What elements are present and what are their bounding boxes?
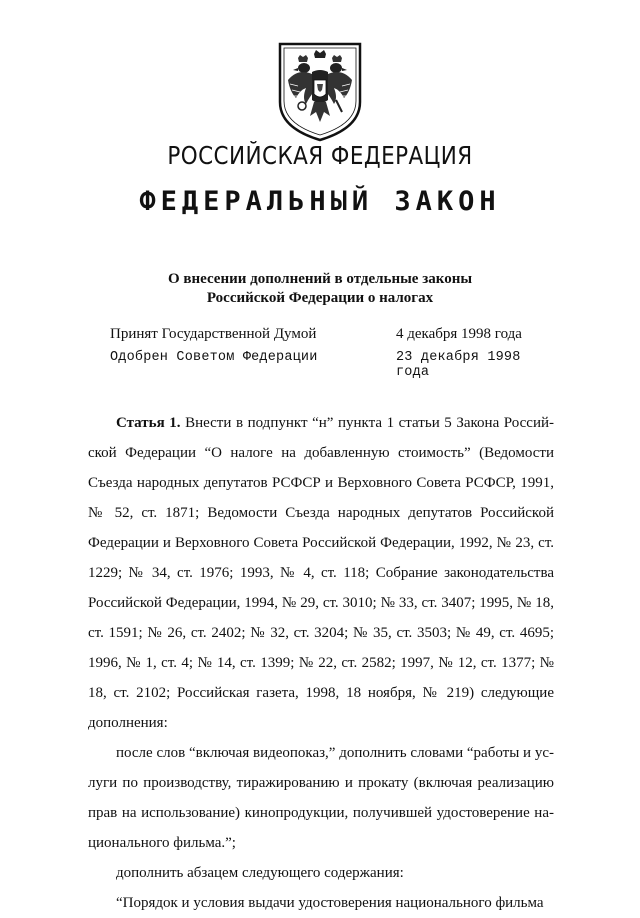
body-paragraph: “Порядок и условия выдачи удостоверения национального фильма — [116, 895, 544, 911]
article-text: Внести в подпункт “н” пункта 1 статьи 5 Закона Российской Федерации “О налоге на добавленную стоимость” (Ведомости Съезда народных депутатов РСФСР и Верховного Совета РСФСР, 1991, № 52, ст. 1871; Ведомости Съезда народных депутатов Российской Федерации и Верховного Совета Российской Федерации, 1992, № 23, ст. 1229; № 34, ст. 1976; 1993, № 4, ст. 118; Собрание законодательства Российской Федерации, 1994, № 29, ст. 3010; № 33, ст. 3407; 1995, № 18, ст. 1591; № 26, ст. 2402; № 32, ст. 3204; № 35, ст. 3503; № 49, ст. 4695; 1996, № 1, ст. 4; № 14, ст. 1399; № 22, ст. 2582; 1997, № 12, ст. 1377; № 18, ст. 2102; Российская газета, 1998, 18 ноября, № 219) следующие дополнения: — [88, 415, 554, 731]
body-paragraph: дополнить абзацем следующего содержания: — [116, 865, 404, 881]
article-label: Статья 1. — [116, 415, 181, 431]
law-title — [0, 270, 640, 308]
approved-date: 23 декабря 1998 года — [396, 350, 521, 380]
body-paragraph: после слов “включая видеопоказ,” дополнить словами “работы и услуги по производству, тиражированию и прокату (включая реализацию прав на использование) кинопродукции, получившей удостоверение национального фильма.”; — [88, 745, 554, 851]
law-title-line-1: О внесении дополнений в отдельные законы — [167, 271, 473, 287]
adopted-date: 4 декабря 1998 года — [396, 326, 522, 342]
law-body — [88, 408, 554, 918]
country-heading: РОССИЙСКАЯ ФЕДЕРАЦИЯ — [167, 141, 473, 170]
law-title-line-2: Российской Федерации о налогах — [206, 290, 434, 306]
adopted-by-label: Принят Государственной Думой — [110, 326, 317, 342]
article-1-paragraph — [88, 408, 554, 738]
coat-of-arms-icon — [276, 40, 364, 142]
adoption-block — [110, 326, 560, 380]
approved-by-label: Одобрен Советом Федерации — [110, 350, 318, 365]
adoption-row-duma — [110, 326, 560, 350]
document-type-heading: ФЕДЕРАЛЬНЫЙ ЗАКОН — [139, 186, 501, 217]
adoption-row-council — [110, 350, 560, 380]
